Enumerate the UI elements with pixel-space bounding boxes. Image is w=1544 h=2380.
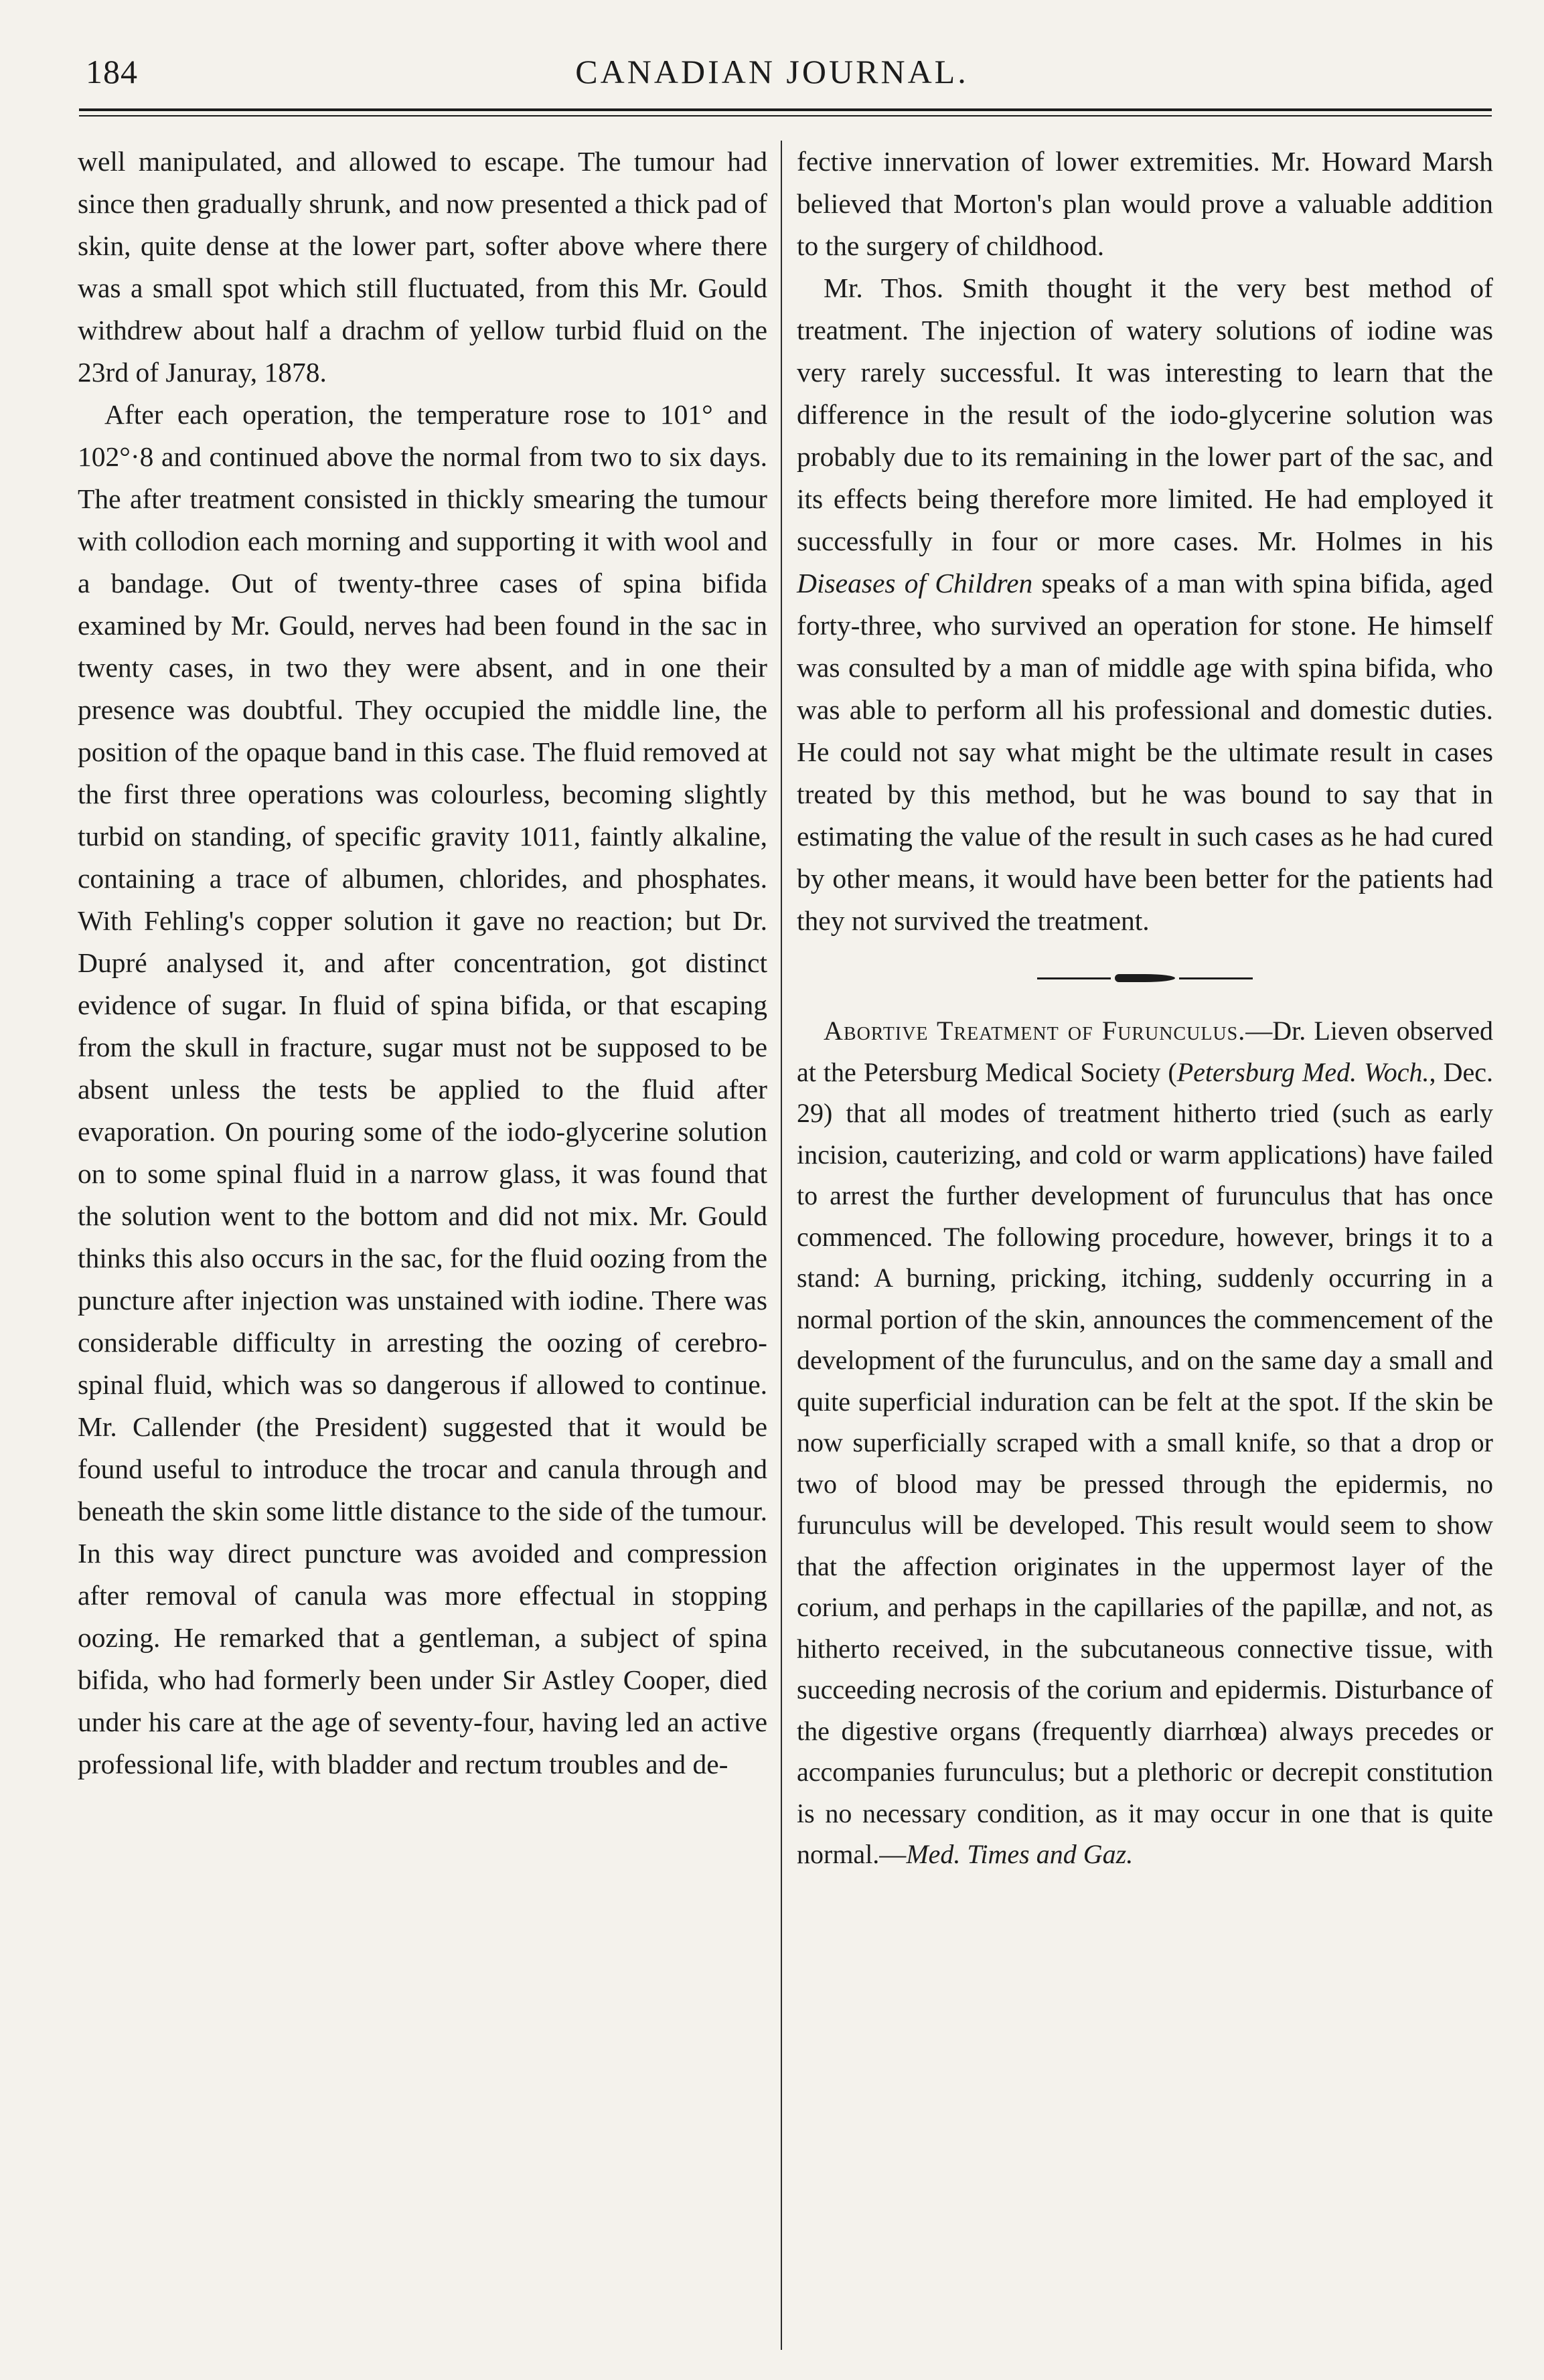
left-paragraph-2: After each operation, the temperature rose to 101° and 102°·8 and continued above the normal from two to six days. The after treatment consisted in thickly smearing the tumour with collodion each morning and supporting it with wool and a bandage. Out of twenty-three cases of spina bifida examined by Mr. Gould, nerves had been found in the sac in twenty cases, in two they were absent, and in one their presence was doubtful. They occupied the middle line, the position of the opaque band in this case. The fluid removed at the first three operations was colourless, becoming slightly turbid on standing, of specific gravity 1011, faintly alkaline, containing a trace of albumen, chlorides, and phosphates. With Fehling's copper solution it gave no reaction; but Dr. Dupré analysed it, and after concentration, got distinct evidence of sugar. In fluid of spina bifida, or that escaping from the skull in fracture, sugar must not be supposed to be absent unless the tests be applied to the fluid after evaporation. On pouring some of the iodo-glycerine solution on to some spinal fluid in a narrow glass, it was found that the solution went to the bottom and did not mix. Mr. Gould thinks this also occurs in the sac, for the fluid oozing from the puncture after injection was unstained with iodine. There was considerable difficulty in arresting the oozing of cerebro-spinal fluid, which was so dangerous if allowed to continue. Mr. Callender (the President) suggested that it would be found useful to introduce the trocar and canula through and beneath the skin some little distance to the side of the tumour. In this way direct puncture was avoided and compression after removal of canula was more effectual in stopping oozing. He remarked that a gentleman, a subject of spina bifida, who had formerly been under Sir Astley Cooper, died under his care at the age of seventy-four, having led an active professional life, with bladder and rectum troubles and de-	[78, 399, 767, 1779]
article-lead: —Dr. Lieven observed at the Petersburg Medical Society (	[797, 1016, 1494, 1087]
ornament-line-left	[1037, 977, 1111, 979]
left-paragraph-1: well manipulated, and allowed to escape. The tumour had since then gradually shrunk, and now presented a thick pad of skin, quite dense at the lower part, softer above where there was a small spot which still fluctuated, from this Mr. Gould withdrew about half a drachm of yellow turbid fluid on the 23rd of Januray, 1878.	[78, 146, 767, 388]
left-column	[78, 141, 767, 1786]
article-title: Abortive Treatment of Furunculus.	[824, 1016, 1246, 1046]
column-divider	[781, 141, 782, 2350]
right-paragraph-2-text: Mr. Thos. Smith thought it the very best method of treatment. The injection of watery solutions of iodine was very rarely successful. It was interesting to learn that the difference in the result of the iodo-glycerine solution was probably due to its remaining in the lower part of the sac, and its effects being therefore more limited. He had employed it successfully in four or more cases. Mr. Holmes in his	[797, 272, 1493, 556]
right-paragraph-1: fective innervation of lower extremities. Mr. Howard Marsh believed that Morton's plan would prove a valuable addition to the surgery of childhood.	[797, 146, 1493, 261]
section-ornament	[797, 946, 1493, 1010]
right-paragraph-2	[797, 267, 1493, 942]
page-header	[79, 52, 1465, 106]
ornament-line-right	[1179, 977, 1253, 979]
article-source: Petersburg Med. Woch.	[1176, 1056, 1430, 1087]
right-paragraph-2-rest: speaks of a man with spina bifida, aged forty-three, who survived an operation for stone. He himself was consulted by a man of middle age with spina bifida, who was able to perform all his professional and domestic duties. He could not say what might be the ultimate result in cases treated by this method, but he was bound to say that in estimating the value of the result in such cases as he had cured by other means, it would have been better for the patients had they not survived the treatment.	[797, 568, 1493, 936]
page-number: 184	[86, 53, 138, 90]
journal-title: CANADIAN JOURNAL.	[575, 53, 969, 90]
article-citation: Med. Times and Gaz.	[906, 1839, 1134, 1869]
header-rule-thin	[79, 115, 1492, 116]
ornament-center	[1115, 974, 1175, 982]
article-body: , Dec. 29) that all modes of treatment hitherto tried (such as early incision, cauterizing, and cold or warm applications) have failed to arrest the further development of furunculus that has once commenced. The following procedure, however, brings it to a stand: A burning, pricking, itching, suddenly occurring in a normal portion of the skin, announces the commencement of the development of the furunculus, and on the same day a small and quite superficial induration can be felt at the spot. If the skin be now superficially scraped with a small knife, so that a drop or two of blood may be pressed through the epidermis, no furunculus will be developed. This result would seem to show that the affection originates in the uppermost layer of the corium, and perhaps in the capillaries of the papillæ, and not, as hitherto received, in the subcutaneous connective tissue, with succeeding necrosis of the corium and epidermis. Disturbance of the digestive organs (frequently diarrhœa) always precedes or accompanies furunculus; but a plethoric or decrepit constitution is no necessary condition, as it may occur in one that is quite normal.—	[797, 1056, 1493, 1869]
header-rule-thick	[79, 108, 1492, 111]
furunculus-article	[797, 1010, 1493, 1875]
right-column	[797, 141, 1493, 1875]
book-title-diseases-of-children: Diseases of Children	[797, 568, 1033, 599]
